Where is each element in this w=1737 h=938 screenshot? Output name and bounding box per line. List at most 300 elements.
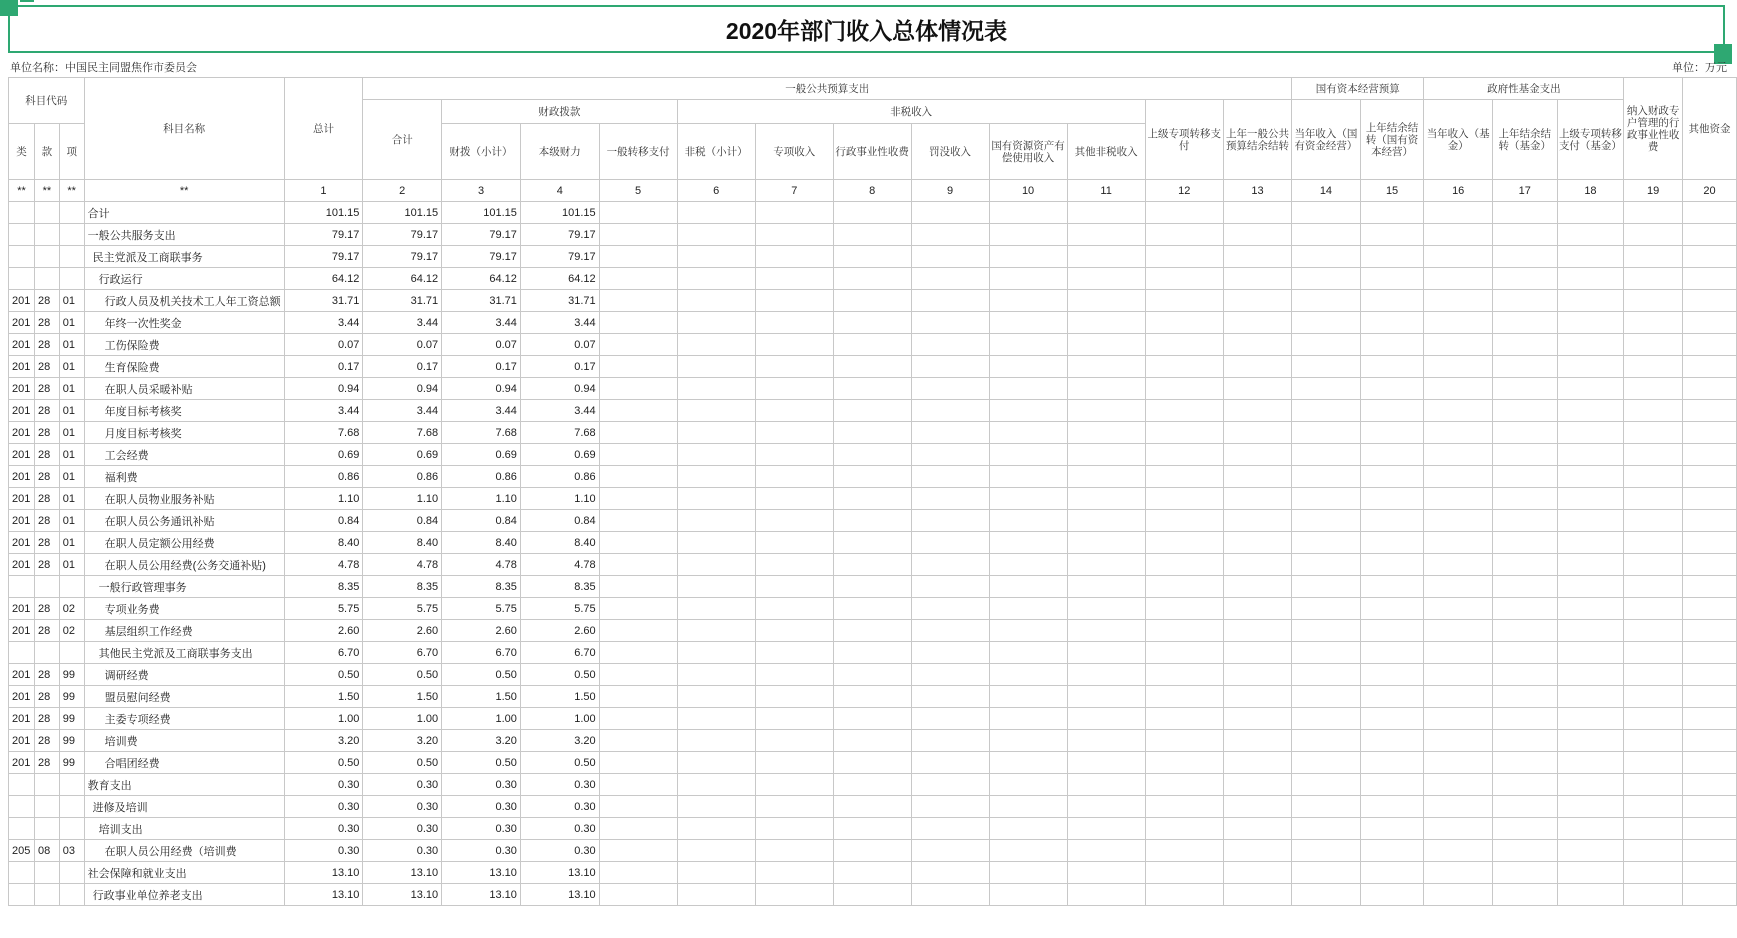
cell-empty[interactable] (1424, 290, 1493, 312)
cell-empty[interactable] (1223, 774, 1291, 796)
cell-empty[interactable] (1624, 620, 1683, 642)
cell-amount[interactable]: 0.69 (520, 444, 599, 466)
cell-empty[interactable] (989, 422, 1067, 444)
cell-empty[interactable] (1067, 400, 1145, 422)
cell-empty[interactable] (1492, 356, 1557, 378)
table-row[interactable] (9, 224, 1737, 246)
table-row[interactable] (9, 488, 1737, 510)
cell-empty[interactable] (677, 378, 755, 400)
cell-kuan[interactable]: 28 (34, 400, 59, 422)
cell-amount[interactable]: 1.00 (520, 708, 599, 730)
cell-empty[interactable] (1557, 642, 1624, 664)
cell-empty[interactable] (833, 532, 911, 554)
cell-amount[interactable]: 0.30 (442, 840, 521, 862)
cell-empty[interactable] (755, 884, 833, 906)
cell-empty[interactable] (1223, 818, 1291, 840)
cell-empty[interactable] (1624, 730, 1683, 752)
cell-empty[interactable] (989, 246, 1067, 268)
cell-kuan[interactable]: 28 (34, 708, 59, 730)
cell-empty[interactable] (1067, 642, 1145, 664)
cell-empty[interactable] (1624, 708, 1683, 730)
cell-amount[interactable]: 79.17 (520, 246, 599, 268)
cell-empty[interactable] (677, 598, 755, 620)
cell-amount[interactable]: 0.30 (284, 840, 363, 862)
cell-empty[interactable] (833, 202, 911, 224)
cell-empty[interactable] (1292, 400, 1361, 422)
cell-empty[interactable] (755, 400, 833, 422)
cell-empty[interactable] (833, 840, 911, 862)
cell-empty[interactable] (1424, 422, 1493, 444)
cell-empty[interactable] (989, 664, 1067, 686)
cell-empty[interactable] (911, 202, 989, 224)
cell-empty[interactable] (833, 334, 911, 356)
cell-empty[interactable] (1424, 752, 1493, 774)
cell-empty[interactable] (1557, 620, 1624, 642)
cell-empty[interactable] (1557, 312, 1624, 334)
cell-empty[interactable] (755, 686, 833, 708)
cell-empty[interactable] (1223, 686, 1291, 708)
cell-empty[interactable] (1682, 422, 1736, 444)
cell-amount[interactable]: 3.44 (284, 400, 363, 422)
cell-empty[interactable] (1067, 356, 1145, 378)
cell-kuan[interactable]: 28 (34, 554, 59, 576)
cell-empty[interactable] (1360, 686, 1424, 708)
cell-xiang[interactable]: 02 (59, 598, 84, 620)
cell-empty[interactable] (833, 862, 911, 884)
cell-empty[interactable] (1292, 664, 1361, 686)
cell-empty[interactable] (1557, 576, 1624, 598)
cell-amount[interactable]: 0.50 (284, 664, 363, 686)
cell-empty[interactable] (1223, 422, 1291, 444)
cell-lei[interactable] (9, 818, 35, 840)
cell-amount[interactable]: 3.44 (442, 400, 521, 422)
cell-empty[interactable] (1682, 554, 1736, 576)
cell-subject-name[interactable]: 专项业务费 (84, 598, 284, 620)
cell-empty[interactable] (911, 466, 989, 488)
cell-empty[interactable] (1292, 598, 1361, 620)
cell-empty[interactable] (1557, 202, 1624, 224)
cell-empty[interactable] (989, 576, 1067, 598)
cell-empty[interactable] (1067, 466, 1145, 488)
table-row[interactable] (9, 642, 1737, 664)
cell-empty[interactable] (1292, 862, 1361, 884)
cell-amount[interactable]: 13.10 (520, 862, 599, 884)
cell-empty[interactable] (1682, 818, 1736, 840)
cell-empty[interactable] (1624, 312, 1683, 334)
cell-empty[interactable] (599, 796, 677, 818)
cell-amount[interactable]: 0.50 (284, 752, 363, 774)
cell-empty[interactable] (911, 400, 989, 422)
cell-empty[interactable] (1223, 862, 1291, 884)
cell-empty[interactable] (1424, 532, 1493, 554)
cell-empty[interactable] (1067, 686, 1145, 708)
cell-kuan[interactable] (34, 268, 59, 290)
cell-empty[interactable] (677, 642, 755, 664)
cell-empty[interactable] (833, 290, 911, 312)
cell-xiang[interactable]: 99 (59, 752, 84, 774)
cell-empty[interactable] (1624, 488, 1683, 510)
cell-amount[interactable]: 3.20 (284, 730, 363, 752)
cell-kuan[interactable]: 08 (34, 840, 59, 862)
cell-empty[interactable] (1145, 576, 1223, 598)
cell-empty[interactable] (911, 730, 989, 752)
cell-amount[interactable]: 0.50 (363, 752, 442, 774)
cell-empty[interactable] (1624, 444, 1683, 466)
cell-kuan[interactable] (34, 224, 59, 246)
cell-empty[interactable] (1223, 840, 1291, 862)
cell-empty[interactable] (1223, 642, 1291, 664)
cell-empty[interactable] (989, 774, 1067, 796)
cell-empty[interactable] (599, 312, 677, 334)
cell-empty[interactable] (1557, 290, 1624, 312)
cell-empty[interactable] (1557, 466, 1624, 488)
cell-empty[interactable] (1492, 268, 1557, 290)
cell-empty[interactable] (599, 224, 677, 246)
cell-empty[interactable] (1624, 642, 1683, 664)
cell-empty[interactable] (1223, 444, 1291, 466)
cell-amount[interactable]: 0.30 (284, 774, 363, 796)
cell-empty[interactable] (599, 620, 677, 642)
cell-empty[interactable] (677, 752, 755, 774)
cell-empty[interactable] (1067, 774, 1145, 796)
cell-empty[interactable] (1067, 576, 1145, 598)
cell-empty[interactable] (1424, 642, 1493, 664)
cell-amount[interactable]: 1.00 (363, 708, 442, 730)
cell-empty[interactable] (833, 752, 911, 774)
cell-empty[interactable] (1067, 620, 1145, 642)
cell-subject-name[interactable]: 年度目标考核奖 (84, 400, 284, 422)
cell-empty[interactable] (911, 554, 989, 576)
cell-empty[interactable] (1360, 532, 1424, 554)
cell-amount[interactable]: 0.50 (442, 664, 521, 686)
cell-empty[interactable] (755, 510, 833, 532)
cell-amount[interactable]: 7.68 (520, 422, 599, 444)
cell-empty[interactable] (755, 312, 833, 334)
cell-amount[interactable]: 0.94 (363, 378, 442, 400)
cell-empty[interactable] (1492, 818, 1557, 840)
cell-empty[interactable] (1360, 642, 1424, 664)
cell-empty[interactable] (1145, 774, 1223, 796)
table-row[interactable] (9, 290, 1737, 312)
cell-amount[interactable]: 3.44 (442, 312, 521, 334)
cell-empty[interactable] (1145, 466, 1223, 488)
cell-empty[interactable] (1067, 444, 1145, 466)
cell-empty[interactable] (1223, 356, 1291, 378)
cell-empty[interactable] (599, 334, 677, 356)
cell-subject-name[interactable]: 行政人员及机关技术工人年工资总额 (84, 290, 284, 312)
cell-amount[interactable]: 31.71 (442, 290, 521, 312)
table-row[interactable] (9, 334, 1737, 356)
cell-empty[interactable] (1145, 840, 1223, 862)
cell-empty[interactable] (1360, 884, 1424, 906)
cell-empty[interactable] (599, 246, 677, 268)
table-row[interactable] (9, 532, 1737, 554)
cell-empty[interactable] (989, 356, 1067, 378)
cell-lei[interactable] (9, 862, 35, 884)
cell-empty[interactable] (599, 884, 677, 906)
cell-empty[interactable] (1557, 400, 1624, 422)
cell-empty[interactable] (1360, 840, 1424, 862)
cell-lei[interactable]: 201 (9, 378, 35, 400)
cell-amount[interactable]: 0.30 (520, 818, 599, 840)
selection-handle-top-left[interactable] (0, 0, 18, 16)
cell-empty[interactable] (1682, 708, 1736, 730)
cell-empty[interactable] (989, 620, 1067, 642)
cell-amount[interactable]: 0.17 (363, 356, 442, 378)
cell-empty[interactable] (1492, 576, 1557, 598)
table-row[interactable] (9, 422, 1737, 444)
cell-empty[interactable] (833, 620, 911, 642)
cell-empty[interactable] (755, 664, 833, 686)
cell-kuan[interactable]: 28 (34, 532, 59, 554)
cell-lei[interactable] (9, 774, 35, 796)
cell-lei[interactable]: 201 (9, 554, 35, 576)
cell-empty[interactable] (1360, 576, 1424, 598)
cell-empty[interactable] (755, 774, 833, 796)
cell-empty[interactable] (1492, 422, 1557, 444)
cell-lei[interactable] (9, 884, 35, 906)
cell-amount[interactable]: 8.35 (442, 576, 521, 598)
cell-empty[interactable] (599, 686, 677, 708)
cell-empty[interactable] (599, 532, 677, 554)
cell-empty[interactable] (677, 356, 755, 378)
cell-empty[interactable] (755, 488, 833, 510)
cell-empty[interactable] (1360, 752, 1424, 774)
cell-empty[interactable] (1492, 224, 1557, 246)
cell-empty[interactable] (1624, 796, 1683, 818)
cell-empty[interactable] (599, 510, 677, 532)
cell-empty[interactable] (1223, 466, 1291, 488)
cell-empty[interactable] (1223, 708, 1291, 730)
cell-empty[interactable] (1360, 290, 1424, 312)
cell-empty[interactable] (833, 598, 911, 620)
cell-subject-name[interactable]: 在职人员公用经费(公务交通补贴) (84, 554, 284, 576)
cell-lei[interactable] (9, 224, 35, 246)
cell-subject-name[interactable]: 工会经费 (84, 444, 284, 466)
cell-kuan[interactable] (34, 818, 59, 840)
cell-empty[interactable] (599, 664, 677, 686)
cell-empty[interactable] (1145, 554, 1223, 576)
cell-amount[interactable]: 8.40 (442, 532, 521, 554)
cell-empty[interactable] (1292, 576, 1361, 598)
cell-empty[interactable] (1624, 840, 1683, 862)
cell-empty[interactable] (1682, 202, 1736, 224)
cell-empty[interactable] (1682, 224, 1736, 246)
table-row[interactable] (9, 708, 1737, 730)
cell-xiang[interactable]: 01 (59, 378, 84, 400)
cell-amount[interactable]: 0.94 (284, 378, 363, 400)
cell-kuan[interactable] (34, 642, 59, 664)
cell-empty[interactable] (989, 268, 1067, 290)
cell-empty[interactable] (911, 268, 989, 290)
cell-empty[interactable] (911, 664, 989, 686)
cell-empty[interactable] (1360, 224, 1424, 246)
cell-empty[interactable] (1557, 532, 1624, 554)
cell-xiang[interactable]: 01 (59, 510, 84, 532)
cell-empty[interactable] (989, 598, 1067, 620)
cell-empty[interactable] (1557, 444, 1624, 466)
table-row[interactable] (9, 686, 1737, 708)
cell-subject-name[interactable]: 调研经费 (84, 664, 284, 686)
cell-empty[interactable] (1292, 312, 1361, 334)
cell-empty[interactable] (833, 708, 911, 730)
cell-empty[interactable] (1682, 488, 1736, 510)
cell-xiang[interactable]: 02 (59, 620, 84, 642)
cell-empty[interactable] (911, 884, 989, 906)
cell-empty[interactable] (1360, 862, 1424, 884)
cell-amount[interactable]: 0.86 (520, 466, 599, 488)
cell-empty[interactable] (599, 598, 677, 620)
cell-amount[interactable]: 1.50 (520, 686, 599, 708)
cell-empty[interactable] (1492, 730, 1557, 752)
cell-empty[interactable] (989, 334, 1067, 356)
cell-empty[interactable] (677, 862, 755, 884)
cell-xiang[interactable]: 01 (59, 422, 84, 444)
cell-empty[interactable] (677, 686, 755, 708)
cell-empty[interactable] (911, 510, 989, 532)
cell-lei[interactable]: 201 (9, 290, 35, 312)
cell-empty[interactable] (1624, 686, 1683, 708)
cell-empty[interactable] (1223, 554, 1291, 576)
cell-empty[interactable] (1292, 774, 1361, 796)
cell-kuan[interactable]: 28 (34, 510, 59, 532)
cell-amount[interactable]: 6.70 (363, 642, 442, 664)
cell-empty[interactable] (1557, 752, 1624, 774)
cell-empty[interactable] (1682, 312, 1736, 334)
cell-empty[interactable] (1223, 268, 1291, 290)
cell-empty[interactable] (1292, 246, 1361, 268)
cell-empty[interactable] (1492, 642, 1557, 664)
cell-lei[interactable]: 201 (9, 510, 35, 532)
cell-amount[interactable]: 64.12 (520, 268, 599, 290)
cell-empty[interactable] (1424, 488, 1493, 510)
cell-empty[interactable] (1557, 598, 1624, 620)
cell-lei[interactable] (9, 576, 35, 598)
cell-amount[interactable]: 79.17 (363, 224, 442, 246)
cell-amount[interactable]: 1.50 (442, 686, 521, 708)
cell-kuan[interactable]: 28 (34, 312, 59, 334)
cell-empty[interactable] (1145, 312, 1223, 334)
cell-empty[interactable] (677, 334, 755, 356)
cell-empty[interactable] (1067, 510, 1145, 532)
cell-empty[interactable] (1557, 708, 1624, 730)
cell-empty[interactable] (1145, 268, 1223, 290)
cell-empty[interactable] (599, 576, 677, 598)
cell-kuan[interactable]: 28 (34, 466, 59, 488)
cell-empty[interactable] (911, 488, 989, 510)
cell-empty[interactable] (599, 268, 677, 290)
cell-amount[interactable]: 3.44 (363, 312, 442, 334)
cell-empty[interactable] (599, 708, 677, 730)
cell-empty[interactable] (755, 818, 833, 840)
cell-amount[interactable]: 8.35 (284, 576, 363, 598)
cell-empty[interactable] (911, 246, 989, 268)
table-row[interactable] (9, 840, 1737, 862)
cell-subject-name[interactable]: 生育保险费 (84, 356, 284, 378)
cell-amount[interactable]: 3.20 (363, 730, 442, 752)
cell-empty[interactable] (1492, 466, 1557, 488)
cell-amount[interactable]: 13.10 (363, 884, 442, 906)
cell-empty[interactable] (677, 620, 755, 642)
table-row[interactable] (9, 752, 1737, 774)
cell-empty[interactable] (1360, 378, 1424, 400)
cell-empty[interactable] (1557, 554, 1624, 576)
cell-empty[interactable] (599, 840, 677, 862)
cell-subject-name[interactable]: 月度目标考核奖 (84, 422, 284, 444)
cell-empty[interactable] (1492, 202, 1557, 224)
cell-empty[interactable] (755, 752, 833, 774)
cell-empty[interactable] (1360, 598, 1424, 620)
cell-empty[interactable] (833, 378, 911, 400)
table-row[interactable] (9, 312, 1737, 334)
cell-empty[interactable] (1360, 356, 1424, 378)
cell-subject-name[interactable]: 教育支出 (84, 774, 284, 796)
cell-empty[interactable] (1492, 554, 1557, 576)
cell-empty[interactable] (1557, 356, 1624, 378)
cell-amount[interactable]: 0.07 (284, 334, 363, 356)
cell-empty[interactable] (1145, 378, 1223, 400)
cell-amount[interactable]: 7.68 (284, 422, 363, 444)
cell-empty[interactable] (1492, 862, 1557, 884)
cell-amount[interactable]: 13.10 (442, 862, 521, 884)
cell-amount[interactable]: 0.30 (363, 818, 442, 840)
cell-empty[interactable] (1145, 224, 1223, 246)
cell-empty[interactable] (1223, 730, 1291, 752)
cell-empty[interactable] (1424, 708, 1493, 730)
cell-empty[interactable] (1624, 246, 1683, 268)
cell-subject-name[interactable]: 在职人员公务通讯补贴 (84, 510, 284, 532)
cell-amount[interactable]: 0.84 (284, 510, 363, 532)
cell-empty[interactable] (1145, 818, 1223, 840)
cell-empty[interactable] (1067, 664, 1145, 686)
cell-empty[interactable] (1145, 510, 1223, 532)
cell-empty[interactable] (1067, 554, 1145, 576)
cell-amount[interactable]: 13.10 (442, 884, 521, 906)
cell-amount[interactable]: 0.94 (520, 378, 599, 400)
cell-amount[interactable]: 4.78 (363, 554, 442, 576)
cell-empty[interactable] (1557, 840, 1624, 862)
cell-empty[interactable] (1624, 400, 1683, 422)
cell-subject-name[interactable]: 培训费 (84, 730, 284, 752)
table-row[interactable] (9, 444, 1737, 466)
cell-empty[interactable] (1624, 268, 1683, 290)
cell-empty[interactable] (755, 422, 833, 444)
cell-amount[interactable]: 6.70 (520, 642, 599, 664)
cell-empty[interactable] (1424, 796, 1493, 818)
cell-empty[interactable] (1557, 686, 1624, 708)
cell-empty[interactable] (1360, 818, 1424, 840)
cell-amount[interactable]: 8.40 (520, 532, 599, 554)
cell-empty[interactable] (911, 818, 989, 840)
cell-empty[interactable] (1223, 202, 1291, 224)
cell-empty[interactable] (833, 796, 911, 818)
cell-empty[interactable] (755, 268, 833, 290)
cell-empty[interactable] (677, 444, 755, 466)
cell-empty[interactable] (1424, 884, 1493, 906)
cell-empty[interactable] (1360, 554, 1424, 576)
cell-empty[interactable] (677, 488, 755, 510)
cell-empty[interactable] (989, 400, 1067, 422)
cell-empty[interactable] (1424, 774, 1493, 796)
cell-empty[interactable] (599, 862, 677, 884)
cell-empty[interactable] (911, 796, 989, 818)
cell-empty[interactable] (1557, 378, 1624, 400)
cell-amount[interactable]: 0.84 (442, 510, 521, 532)
cell-empty[interactable] (833, 466, 911, 488)
cell-empty[interactable] (677, 422, 755, 444)
cell-empty[interactable] (1360, 796, 1424, 818)
cell-empty[interactable] (989, 378, 1067, 400)
